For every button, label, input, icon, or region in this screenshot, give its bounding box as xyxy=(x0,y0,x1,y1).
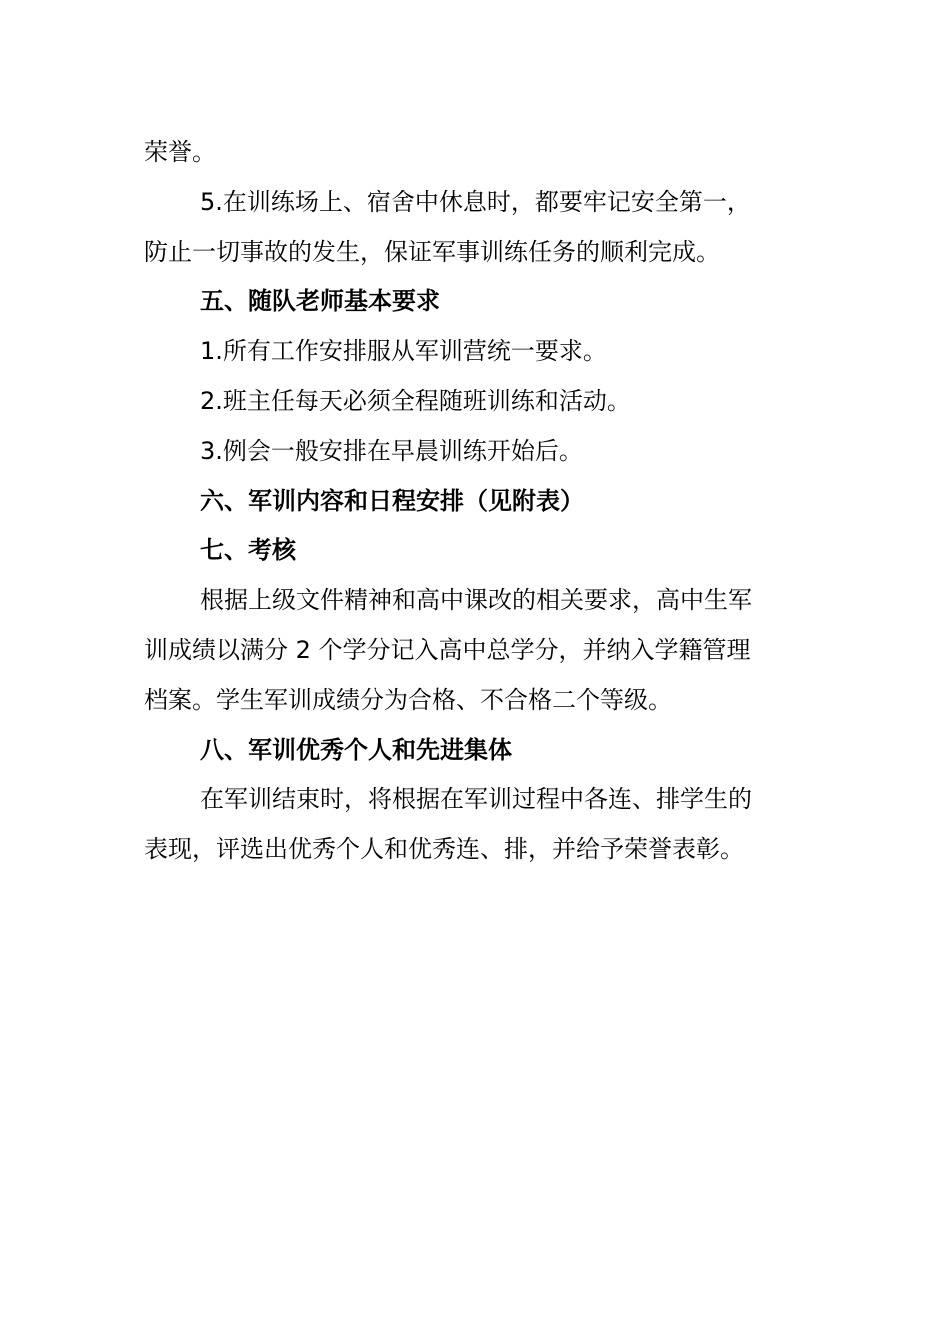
list-item: 2.班主任每天必须全程随班训练和活动。 xyxy=(200,386,631,415)
list-item: 3.例会一般安排在早晨训练开始后。 xyxy=(200,436,583,465)
paragraph-line: 档案。学生军训成绩分为合格、不合格二个等级。 xyxy=(144,685,672,714)
section-heading: 五、随队老师基本要求 xyxy=(200,287,440,316)
paragraph-line: 荣誉。 xyxy=(144,138,216,166)
paragraph-line: 训成绩以满分 2 个学分记入高中总学分，并纳入学籍管理 xyxy=(144,635,751,664)
paragraph-line: 根据上级文件精神和高中课改的相关要求，高中生军 xyxy=(200,586,752,615)
document-body xyxy=(144,128,810,875)
paragraph-line: 表现，评选出优秀个人和优秀连、排，并给予荣誉表彰。 xyxy=(144,835,744,864)
paragraph-line: 在军训结束时，将根据在军训过程中各连、排学生的 xyxy=(200,785,752,814)
paragraph-line: 5.在训练场上、宿舍中休息时，都要牢记安全第一， xyxy=(200,187,751,216)
section-heading: 七、考核 xyxy=(200,536,296,565)
paragraph-line: 防止一切事故的发生，保证军事训练任务的顺利完成。 xyxy=(144,237,720,266)
section-heading: 八、军训优秀个人和先进集体 xyxy=(200,735,512,764)
list-item: 1.所有工作安排服从军训营统一要求。 xyxy=(200,337,607,366)
section-heading: 六、军训内容和日程安排（见附表） xyxy=(200,486,584,515)
